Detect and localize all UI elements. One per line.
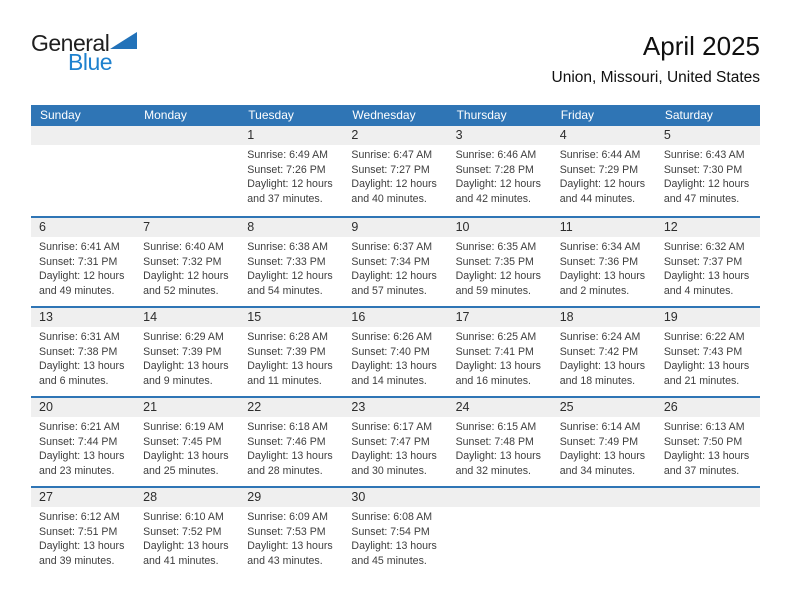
day-cell: [552, 417, 656, 479]
day-cell: [135, 507, 239, 569]
day-cell: [343, 237, 447, 299]
day-cell: [552, 145, 656, 207]
daylight-text: Daylight: 12 hours and 44 minutes.: [559, 178, 646, 206]
sunrise-text: Sunrise: 6:28 AM: [247, 331, 328, 343]
day-cell: [448, 417, 552, 479]
calendar-week-row: [31, 126, 760, 216]
sunrise-text: Sunrise: 6:21 AM: [39, 421, 120, 433]
sunrise-text: Sunrise: 6:08 AM: [351, 511, 433, 523]
day-number: 25: [559, 400, 574, 414]
sunset-text: Sunset: 7:35 PM: [455, 255, 534, 268]
day-header-monday: Monday: [144, 108, 187, 122]
day-header-wednesday: Wednesday: [352, 108, 416, 122]
calendar-week-row: [31, 306, 760, 396]
day-number: 5: [663, 128, 671, 142]
sunrise-text: Sunrise: 6:26 AM: [351, 331, 433, 343]
day-number: 14: [143, 310, 158, 324]
day-number: 27: [39, 490, 53, 504]
sunset-text: Sunset: 7:28 PM: [455, 163, 534, 176]
daylight-text: Daylight: 13 hours and 18 minutes.: [559, 360, 646, 388]
sunset-text: Sunset: 7:36 PM: [559, 255, 639, 268]
day-header-thursday: Thursday: [456, 108, 507, 122]
daylight-text: Daylight: 12 hours and 49 minutes.: [39, 270, 125, 298]
sunset-text: Sunset: 7:39 PM: [143, 345, 222, 358]
day-cell: [448, 327, 552, 389]
day-number: 7: [143, 220, 151, 234]
sunrise-text: Sunrise: 6:15 AM: [455, 421, 537, 433]
day-number: 17: [455, 310, 470, 324]
calendar-week-row: [31, 396, 760, 486]
day-cell: [239, 417, 343, 479]
day-cell: [656, 145, 760, 207]
day-details-row: [31, 145, 760, 207]
day-number: 8: [247, 220, 255, 234]
sunset-text: Sunset: 7:50 PM: [663, 435, 743, 448]
day-number: 18: [559, 310, 574, 324]
sunset-text: Sunset: 7:38 PM: [39, 345, 118, 358]
sunset-text: Sunset: 7:48 PM: [455, 435, 534, 448]
sunrise-text: Sunrise: 6:09 AM: [247, 511, 328, 523]
day-number: [448, 488, 552, 507]
daylight-text: Daylight: 12 hours and 40 minutes.: [351, 178, 437, 206]
sunrise-text: Sunrise: 6:37 AM: [351, 241, 433, 253]
top-bar: [31, 32, 760, 87]
daylight-text: Daylight: 13 hours and 30 minutes.: [351, 450, 437, 478]
day-number: 6: [39, 220, 46, 234]
sunrise-text: Sunrise: 6:17 AM: [351, 421, 433, 433]
day-number: 13: [39, 310, 53, 324]
daylight-text: Daylight: 13 hours and 32 minutes.: [455, 450, 541, 478]
day-number: 29: [247, 490, 262, 504]
day-cell: [552, 237, 656, 299]
daylight-text: Daylight: 13 hours and 6 minutes.: [39, 360, 125, 388]
sunset-text: Sunset: 7:44 PM: [39, 435, 118, 448]
sunrise-text: Sunrise: 6:40 AM: [143, 241, 224, 253]
day-number: 20: [39, 400, 53, 414]
sunrise-text: Sunrise: 6:13 AM: [663, 421, 745, 433]
sunrise-text: Sunrise: 6:44 AM: [559, 149, 641, 161]
sunset-text: Sunset: 7:33 PM: [247, 255, 326, 268]
sunrise-text: Sunrise: 6:22 AM: [663, 331, 745, 343]
day-number: 3: [455, 128, 463, 142]
sunset-text: Sunset: 7:41 PM: [455, 345, 534, 358]
sunset-text: Sunset: 7:47 PM: [351, 435, 430, 448]
daylight-text: Daylight: 13 hours and 23 minutes.: [39, 450, 125, 478]
sunset-text: Sunset: 7:43 PM: [663, 345, 743, 358]
day-number: [31, 126, 135, 145]
day-cell: [239, 145, 343, 207]
day-number: 9: [351, 220, 359, 234]
sunrise-text: Sunrise: 6:18 AM: [247, 421, 328, 433]
day-number: 23: [351, 400, 366, 414]
day-number: 4: [559, 128, 567, 142]
daylight-text: Daylight: 13 hours and 25 minutes.: [143, 450, 229, 478]
day-details-row: [31, 507, 760, 569]
sunset-text: Sunset: 7:51 PM: [39, 525, 118, 538]
sunset-text: Sunset: 7:42 PM: [559, 345, 639, 358]
sunset-text: Sunset: 7:37 PM: [663, 255, 743, 268]
daylight-text: Daylight: 12 hours and 47 minutes.: [663, 178, 750, 206]
sunset-text: Sunset: 7:52 PM: [143, 525, 222, 538]
day-header-sunday: Sunday: [40, 108, 81, 122]
sunrise-text: Sunrise: 6:14 AM: [559, 421, 641, 433]
day-cell: [135, 327, 239, 389]
sunrise-text: Sunrise: 6:38 AM: [247, 241, 328, 253]
day-numbers-strip: [31, 488, 760, 507]
daylight-text: Daylight: 13 hours and 21 minutes.: [663, 360, 750, 388]
sunset-text: Sunset: 7:46 PM: [247, 435, 326, 448]
day-number: 21: [143, 400, 158, 414]
sunrise-text: Sunrise: 6:46 AM: [455, 149, 537, 161]
day-number: [656, 488, 760, 507]
day-number: 24: [455, 400, 470, 414]
day-cell: [31, 327, 135, 389]
daylight-text: Daylight: 13 hours and 2 minutes.: [559, 270, 646, 298]
daylight-text: Daylight: 12 hours and 57 minutes.: [351, 270, 437, 298]
sunrise-text: Sunrise: 6:19 AM: [143, 421, 224, 433]
day-number: 26: [663, 400, 678, 414]
day-cell: [343, 327, 447, 389]
calendar-weeks: [31, 126, 760, 576]
sunrise-text: Sunrise: 6:32 AM: [663, 241, 745, 253]
day-cell: [656, 417, 760, 479]
sunset-text: Sunset: 7:27 PM: [351, 163, 430, 176]
daylight-text: Daylight: 12 hours and 54 minutes.: [247, 270, 333, 298]
sunset-text: Sunset: 7:32 PM: [143, 255, 222, 268]
day-number: 11: [559, 220, 573, 234]
day-cell: [656, 237, 760, 299]
daylight-text: Daylight: 13 hours and 37 minutes.: [663, 450, 750, 478]
general-blue-logo: [31, 32, 137, 74]
day-number: 19: [663, 310, 678, 324]
daylight-text: Daylight: 12 hours and 37 minutes.: [247, 178, 333, 206]
day-number: [552, 488, 656, 507]
sunset-text: Sunset: 7:54 PM: [351, 525, 430, 538]
title-block: [552, 32, 760, 87]
sunrise-text: Sunrise: 6:41 AM: [39, 241, 120, 253]
daylight-text: Daylight: 13 hours and 14 minutes.: [351, 360, 437, 388]
sunrise-text: Sunrise: 6:12 AM: [39, 511, 120, 523]
calendar-table: [31, 105, 760, 576]
day-cell: [343, 145, 447, 207]
day-cell: [239, 507, 343, 569]
sunset-text: Sunset: 7:29 PM: [559, 163, 639, 176]
daylight-text: Daylight: 13 hours and 43 minutes.: [247, 540, 333, 568]
sunset-text: Sunset: 7:40 PM: [351, 345, 430, 358]
empty-day-cell: [31, 145, 135, 148]
sunrise-text: Sunrise: 6:31 AM: [39, 331, 120, 343]
sunrise-text: Sunrise: 6:24 AM: [559, 331, 641, 343]
day-number: 1: [247, 128, 255, 142]
day-number: [135, 126, 239, 145]
sunset-text: Sunset: 7:34 PM: [351, 255, 430, 268]
sunset-text: Sunset: 7:30 PM: [663, 163, 743, 176]
day-number: 28: [143, 490, 158, 504]
daylight-text: Daylight: 13 hours and 34 minutes.: [559, 450, 646, 478]
daylight-text: Daylight: 13 hours and 9 minutes.: [143, 360, 229, 388]
calendar-week-row: [31, 216, 760, 306]
day-header-friday: Friday: [560, 108, 595, 122]
daylight-text: Daylight: 13 hours and 16 minutes.: [455, 360, 541, 388]
day-numbers-strip: [31, 308, 760, 327]
day-cell: [135, 417, 239, 479]
day-number: 2: [351, 128, 359, 142]
day-details-row: [31, 327, 760, 389]
day-cell: [448, 145, 552, 207]
empty-day-cell: [552, 507, 656, 510]
day-number: 12: [663, 220, 678, 234]
sunset-text: Sunset: 7:45 PM: [143, 435, 222, 448]
day-cell: [552, 327, 656, 389]
page-title: April 2025: [642, 31, 760, 61]
day-cell: [656, 327, 760, 389]
sunset-text: Sunset: 7:49 PM: [559, 435, 639, 448]
day-cell: [31, 417, 135, 479]
day-number: 15: [247, 310, 262, 324]
calendar-header-row: [31, 105, 760, 126]
day-numbers-strip: [31, 398, 760, 417]
day-header-tuesday: Tuesday: [248, 108, 294, 122]
daylight-text: Daylight: 12 hours and 59 minutes.: [455, 270, 541, 298]
daylight-text: Daylight: 13 hours and 11 minutes.: [247, 360, 333, 388]
daylight-text: Daylight: 13 hours and 4 minutes.: [663, 270, 750, 298]
day-cell: [31, 237, 135, 299]
day-details-row: [31, 417, 760, 479]
day-cell: [343, 507, 447, 569]
sunrise-text: Sunrise: 6:29 AM: [143, 331, 224, 343]
sunrise-text: Sunrise: 6:34 AM: [559, 241, 641, 253]
day-number: 10: [455, 220, 470, 234]
sunrise-text: Sunrise: 6:35 AM: [455, 241, 537, 253]
sunset-text: Sunset: 7:26 PM: [247, 163, 326, 176]
sunset-text: Sunset: 7:31 PM: [39, 255, 118, 268]
day-cell: [31, 507, 135, 569]
day-numbers-strip: [31, 218, 760, 237]
logo-triangle-icon: [110, 32, 137, 53]
daylight-text: Daylight: 13 hours and 39 minutes.: [39, 540, 125, 568]
page-subtitle: Union, Missouri, United States: [551, 68, 760, 86]
day-number: 16: [351, 310, 366, 324]
day-cell: [135, 237, 239, 299]
empty-day-cell: [656, 507, 760, 510]
daylight-text: Daylight: 13 hours and 28 minutes.: [247, 450, 333, 478]
sunrise-text: Sunrise: 6:49 AM: [247, 149, 328, 161]
day-cell: [343, 417, 447, 479]
sunset-text: Sunset: 7:39 PM: [247, 345, 326, 358]
calendar-week-row: [31, 486, 760, 576]
day-numbers-strip: [31, 126, 760, 145]
day-number: 30: [351, 490, 366, 504]
sunrise-text: Sunrise: 6:25 AM: [455, 331, 537, 343]
logo-text-blue: Blue: [68, 49, 113, 75]
logo-text-general: General: [31, 30, 110, 56]
sunrise-text: Sunrise: 6:47 AM: [351, 149, 433, 161]
daylight-text: Daylight: 13 hours and 41 minutes.: [143, 540, 229, 568]
sunrise-text: Sunrise: 6:10 AM: [143, 511, 224, 523]
empty-day-cell: [448, 507, 552, 510]
day-number: 22: [247, 400, 262, 414]
daylight-text: Daylight: 12 hours and 42 minutes.: [455, 178, 541, 206]
day-header-saturday: Saturday: [664, 108, 713, 122]
sunrise-text: Sunrise: 6:43 AM: [663, 149, 745, 161]
day-cell: [239, 327, 343, 389]
day-cell: [239, 237, 343, 299]
day-cell: [448, 237, 552, 299]
daylight-text: Daylight: 13 hours and 45 minutes.: [351, 540, 437, 568]
daylight-text: Daylight: 12 hours and 52 minutes.: [143, 270, 229, 298]
day-details-row: [31, 237, 760, 299]
empty-day-cell: [135, 145, 239, 148]
sunset-text: Sunset: 7:53 PM: [247, 525, 326, 538]
